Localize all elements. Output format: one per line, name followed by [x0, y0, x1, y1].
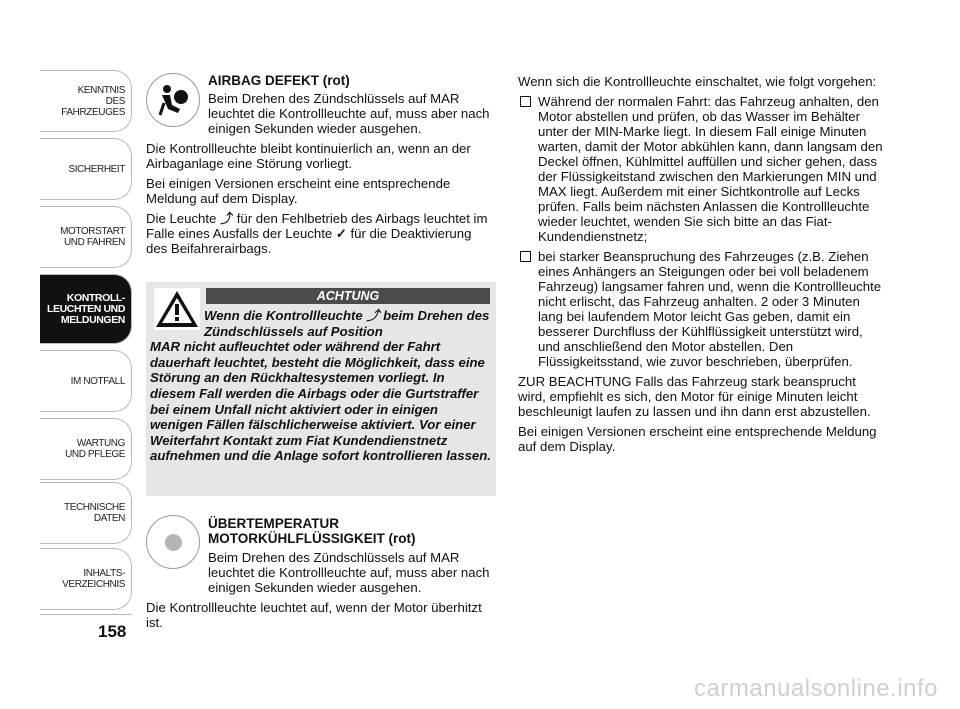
checkbox-bullet-icon: [520, 251, 531, 262]
tab-im-notfall[interactable]: IM NOTFALL: [40, 350, 132, 412]
airbag-paragraph-2: Bei einigen Versionen erscheint eine entsprechende Meldung auf dem Display.: [146, 176, 451, 206]
tab-motorstart[interactable]: MOTORSTART UND FAHREN: [40, 206, 132, 268]
airbag-intro: Beim Drehen des Zündschlüssels auf MAR leuchtet die Kontrollleuchte auf, muss aber nach einigen Sekunden wieder ausgehen.: [208, 91, 490, 136]
tab-wartung[interactable]: WARTUNG UND PFLEGE: [40, 418, 132, 480]
airbag-small-icon: ⤴: [220, 211, 234, 226]
coolant-heading-line2: MOTORKÜHLFLÜSSIGKEIT (rot): [208, 531, 416, 546]
passenger-airbag-off-icon: ✓: [335, 226, 347, 241]
list-item: Während der normalen Fahrt: das Fahrzeug anhalten, den Motor abstellen und prüfen, ob das Wasser im Behälter unter der MIN-Marke liegt. In diesem Fall einige Minuten warten, damit der Motor abkühlen kann, dann langsam den Deckel öffnen, Kühlmittel auffüllen und sicher gehen, dass der Flüssigkeitstand zwischen den Markierungen MIN und MAX liegt. Außerdem mit einer Sichtkontrolle auf Lecks prüfen. Falls beim nächsten Anlassen die Kontrollleuchte wieder leuchtet, wenden Sie sich bitte an das Fiat-Kundendienstnetz;: [518, 94, 883, 244]
airbag-paragraph-1: Die Kontrollleuchte bleibt kontinuierlich an, wenn an der Airbaganlage eine Störung vorliegt.: [146, 141, 471, 171]
tab-kenntnis[interactable]: KENNTNIS DES FAHRZEUGES: [40, 70, 132, 132]
left-column: [146, 70, 496, 630]
note-paragraph: ZUR BEACHTUNG Falls das Fahrzeug stark beansprucht wird, empfiehlt es sich, den Motor für einige Minuten leicht beschleunigt laufen zu lassen und ihn dann erst abzustellen.: [518, 374, 871, 419]
warning-text: Wenn die Kontrollleuchte ⤴ beim Drehen des Zündschlüssels auf Position MAR nicht aufleuchtet oder während der Fahrt dauerhaft leuchtet, besteht die Möglichkeit, dass eine Störung an den Rückhaltesystemen vorliegt. In diesem Fall werden die Airbags oder die Gurtstraffer bei einem Unfall nicht aktiviert oder in einigen wenigen Fällen fälschlicherweise aktiviert. Vor einer Weiterfahrt Kontakt zum Fiat Kundendienstnetz aufnehmen und die Anlage sofort kontrollieren lassen.: [150, 308, 491, 464]
list-item: bei starker Beanspruchung des Fahrzeuges (z.B. Ziehen eines Anhängers an Steigungen oder bei voll beladenem Fahrzeug) langsamer fahren und, wenn die Kontrollleuchte nicht erlischt, das Fahrzeug anhalten. 2 oder 3 Minuten lang bei laufendem Motor leicht Gas geben, damit ein besserer Durchfluss der Kühlflüssigkeit unterstützt wird, und anschließend den Motor abstellen. Den Flüssigkeitsstand, wie zuvor beschrieben, überprüfen.: [518, 249, 883, 369]
page-number: 158: [98, 622, 127, 641]
achtung-label: ACHTUNG: [206, 288, 490, 304]
warning-box: [146, 282, 496, 496]
tab-sicherheit[interactable]: SICHERHEIT: [40, 138, 132, 200]
right-column: [518, 74, 883, 459]
watermark: carmanualsonline.info: [694, 675, 938, 702]
coolant-intro: Beim Drehen des Zündschlüssels auf MAR leuchtet die Kontrollleuchte auf, muss aber nach einigen Sekunden wieder ausgehen.: [208, 550, 490, 595]
procedure-list: [518, 94, 883, 369]
right-intro: Wenn sich die Kontrollleuchte einschaltet, wie folgt vorgehen:: [518, 74, 877, 89]
coolant-heading-line1: ÜBERTEMPERATUR: [208, 516, 339, 531]
airbag-heading: AIRBAG DEFEKT (rot): [208, 73, 350, 88]
coolant-paragraph-1: Die Kontrollleuchte leuchtet auf, wenn der Motor überhitzt ist.: [146, 600, 482, 630]
tab-technische-daten[interactable]: TECHNISCHE DATEN: [40, 482, 132, 544]
airbag-warning-icon: [146, 73, 200, 127]
warning-airbag-icon: ⤴: [366, 308, 380, 323]
final-paragraph: Bei einigen Versionen erscheint eine entsprechende Meldung auf dem Display.: [518, 424, 877, 454]
tab-kontrollleuchten[interactable]: KONTROLL- LEUCHTEN UND MELDUNGEN: [40, 274, 132, 344]
checkbox-bullet-icon: [520, 96, 531, 107]
tab-inhaltsverzeichnis[interactable]: INHALTS- VERZEICHNIS: [40, 548, 132, 610]
airbag-paragraph-3: Die Leuchte ⤴ für den Fehlbetrieb des Airbags leuchtet im Falle eines Ausfalls der Leuchte ✓ für die Deaktivierung des Beifahrerairbags.: [146, 211, 488, 256]
sidebar-rule: [40, 614, 132, 615]
